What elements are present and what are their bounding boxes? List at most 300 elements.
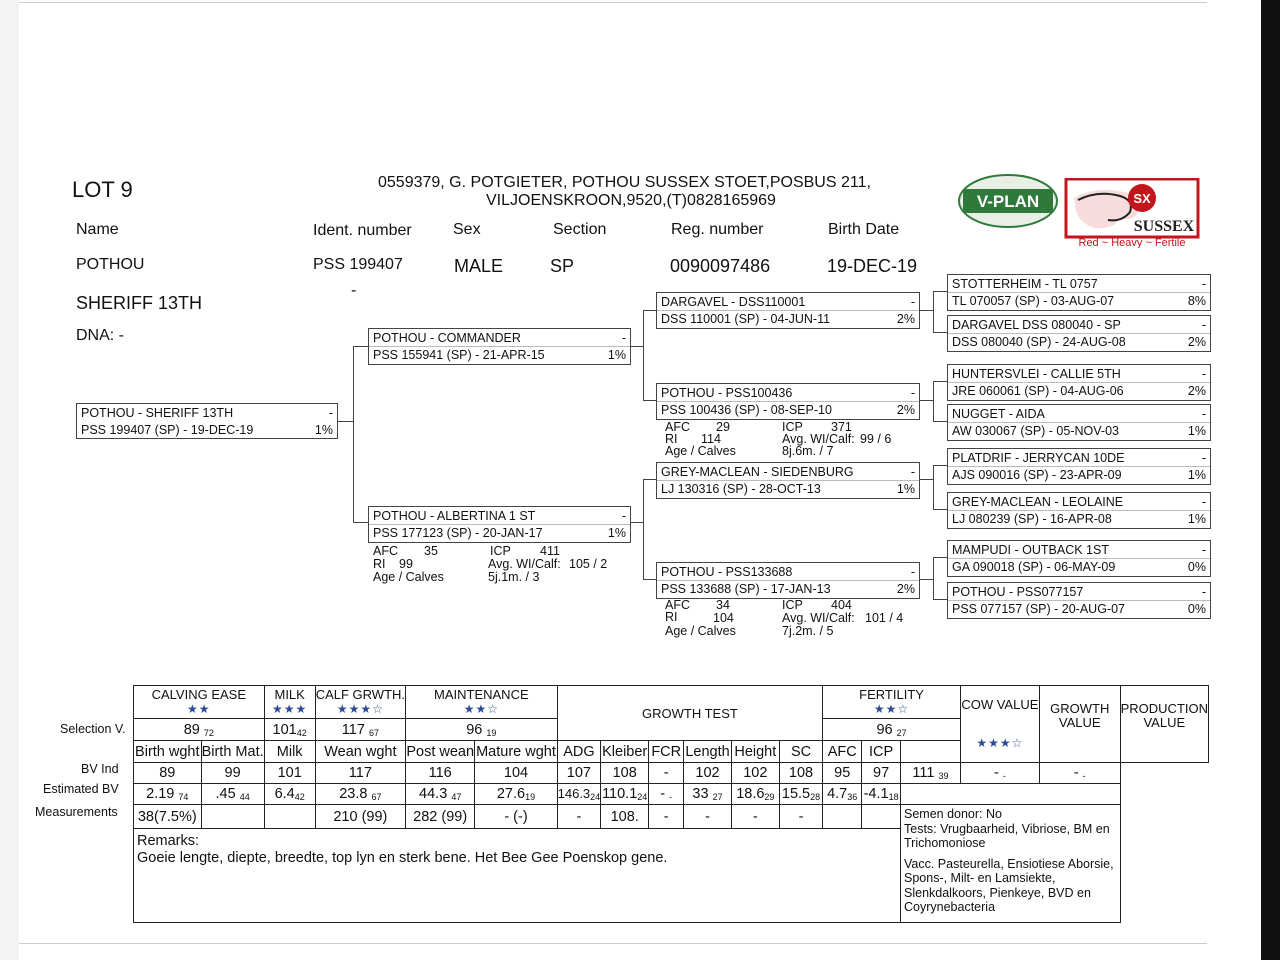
pedigree-box-sire-dam [656, 383, 920, 420]
pedigree-connector [933, 557, 934, 599]
bv-ind-cell: 99 [201, 763, 264, 784]
estimated-value: 27.6 [496, 786, 526, 802]
estimated-cell [862, 784, 901, 805]
afc-value: 35 [424, 544, 438, 558]
estimated-value: 33 [692, 786, 709, 802]
estimated-cell [779, 784, 822, 805]
animal-birth: 19-DEC-19 [827, 256, 918, 276]
pedigree-box-ggp [947, 404, 1211, 441]
svg-text:SX: SX [1133, 191, 1151, 206]
age-label: Age / Calves [665, 444, 736, 458]
group-growth-test: GROWTH TEST [557, 686, 823, 741]
bv-ind-cell: 102 [731, 763, 779, 784]
pedigree-name: GREY-MACLEAN - SIEDENBURG [661, 465, 854, 479]
age-label: Age / Calves [665, 624, 736, 638]
estimated-cell [406, 784, 475, 805]
bv-ind-row [134, 763, 1209, 784]
pedigree-mark: - [1201, 407, 1206, 421]
pedigree-reg: JRE 060061 (SP) - 04-AUG-06 [952, 384, 1124, 398]
star-rating-icon: ★★ [187, 702, 211, 717]
pedigree-connector [643, 579, 656, 580]
estimated-cell [731, 784, 779, 805]
cow-value-number: 111 [912, 765, 935, 781]
icp-label: ICP [782, 598, 803, 612]
selection-maintenance [406, 719, 558, 741]
dam-fertility-stats [373, 545, 633, 585]
pedigree-connector [933, 509, 947, 510]
measurement-cell: 38(7.5%) [134, 805, 202, 829]
animal-reg: 0090097486 [670, 256, 771, 276]
selection-milk [264, 719, 315, 741]
measurement-cell [823, 805, 862, 829]
breeder-address-line2: VILJOENSKROON,9520,(T)0828165969 [486, 192, 776, 209]
pedigree-mark: - [328, 406, 333, 420]
estimated-cell [134, 784, 202, 805]
estimated-cell [649, 784, 684, 805]
bv-ind-cell: 108 [779, 763, 822, 784]
ri-value: 114 [701, 432, 721, 446]
header-birth: Birth Date [828, 221, 900, 238]
pedigree-connector [643, 310, 644, 400]
pedigree-reg: DSS 110001 (SP) - 04-JUN-11 [661, 312, 831, 326]
group-label: VALUE [1058, 715, 1101, 730]
bv-ind-cell: 116 [406, 763, 475, 784]
selection-calf-growth [315, 719, 405, 741]
measurement-cell: - [557, 805, 601, 829]
pedigree-percent: 8% [1187, 294, 1206, 308]
remarks-text: Goeie lengte, diepte, breedte, top lyn en sterk bene. Het Bee Gee Poenskop gene. [137, 850, 668, 866]
group-label: MAINTENANCE [434, 687, 529, 703]
avg-label: Avg. WI/Calf: [488, 557, 561, 571]
pedigree-name: HUNTERSVLEI - CALLIE 5TH [952, 367, 1121, 381]
group-label: PRODUCTION [1120, 701, 1208, 716]
pedigree-connector [933, 291, 934, 332]
pedigree-connector [643, 479, 656, 480]
animal-dna: DNA: - [76, 327, 124, 344]
estimated-cell [823, 784, 862, 805]
animal-name-2: SHERIFF 13TH [76, 293, 203, 313]
group-label: COW VALUE [961, 697, 1039, 712]
svg-text:Red ~ Heavy ~ Fertile: Red ~ Heavy ~ Fertile [1078, 237, 1186, 248]
sire-dam-fertility-stats [665, 421, 925, 461]
measurement-cell [201, 805, 264, 829]
column-header: Milk [264, 741, 315, 763]
pedigree-connector [919, 479, 933, 480]
pedigree-reg: PSS 177123 (SP) - 20-JAN-17 [373, 526, 543, 540]
estimated-value: 110.1 [602, 786, 638, 802]
pedigree-connector [933, 599, 947, 600]
estimated-cell [201, 784, 264, 805]
group-milk [264, 686, 315, 719]
pedigree-connector [353, 522, 368, 523]
pedigree-reg: PSS 133688 (SP) - 17-JAN-13 [661, 582, 831, 596]
afc-label: AFC [665, 598, 690, 612]
column-header: Post wean [406, 741, 475, 763]
pedigree-box-ggp [947, 364, 1211, 401]
pedigree-reg: AJS 090016 (SP) - 23-APR-09 [952, 468, 1122, 482]
breeding-values-table [133, 685, 1209, 923]
pedigree-name: STOTTERHEIM - TL 0757 [952, 277, 1098, 291]
pedigree-reg: DSS 080040 (SP) - 24-AUG-08 [952, 335, 1126, 349]
growth-value-bv [960, 763, 1039, 784]
column-header: Height [731, 741, 779, 763]
estimated-accuracy: 27 [712, 792, 723, 802]
bv-ind-cell: 95 [823, 763, 862, 784]
measurement-cell: - [684, 805, 732, 829]
pedigree-mark: - [1201, 543, 1206, 557]
measurement-cell [264, 805, 315, 829]
pedigree-box-dam-dam [656, 562, 920, 599]
pedigree-percent: 0% [1187, 560, 1206, 574]
measurement-cell: - [779, 805, 822, 829]
pedigree-reg: LJ 130316 (SP) - 28-OCT-13 [661, 482, 821, 496]
group-calf-growth [315, 686, 405, 719]
bv-ind-cell: 97 [862, 763, 901, 784]
pedigree-percent: 0% [1187, 602, 1206, 616]
header-section: Section [553, 221, 607, 238]
pedigree-name: POTHOU - SHERIFF 13TH [81, 406, 234, 420]
bv-ind-cell: 102 [684, 763, 732, 784]
estimated-accuracy: 74 [178, 792, 189, 802]
growth-value-number: - [993, 765, 999, 781]
pedigree-reg: PSS 155941 (SP) - 21-APR-15 [373, 348, 545, 362]
pedigree-percent: 1% [896, 482, 915, 496]
group-label: CALF GRWTH. [315, 687, 406, 703]
row-label-selection: Selection V. [60, 722, 126, 736]
pedigree-connector [353, 346, 354, 522]
measurement-cell: - (-) [475, 805, 557, 829]
header-name: Name [76, 221, 119, 238]
estimated-cell [264, 784, 315, 805]
icp-value: 411 [540, 544, 560, 558]
pedigree-name: MAMPUDI - OUTBACK 1ST [952, 543, 1109, 557]
pedigree-mark: - [910, 465, 915, 479]
pedigree-mark: - [1201, 367, 1206, 381]
pedigree-box-ggp [947, 448, 1211, 485]
estimated-accuracy: 24 [590, 792, 601, 802]
afc-label: AFC [665, 420, 690, 434]
estimated-value: 18.6 [736, 786, 765, 802]
estimated-value: 44.3 [419, 786, 448, 802]
animal-section: SP [550, 256, 575, 276]
ri-label: RI [665, 432, 678, 446]
estimated-value: 6.4 [274, 786, 295, 802]
estimated-cell [684, 784, 732, 805]
vplan-logo [957, 173, 1059, 229]
star-rating-icon: ★★★ [272, 702, 308, 717]
estimated-bv-row [134, 784, 1209, 805]
animal-name: POTHOU [76, 256, 145, 273]
pedigree-box-sire-sire [656, 292, 920, 329]
pedigree-connector [643, 310, 656, 311]
selection-accuracy: 72 [203, 727, 214, 738]
age-value: 8j.6m. / 7 [782, 444, 834, 458]
bv-ind-cell: 108 [601, 763, 649, 784]
row-label-bv-ind: BV Ind [81, 762, 119, 776]
afc-value: 29 [716, 420, 730, 434]
estimated-cell [557, 784, 601, 805]
pedigree-percent: 2% [896, 582, 915, 596]
selection-accuracy: 19 [486, 727, 497, 738]
group-label: FERTILITY [859, 687, 924, 703]
estimated-value: -4.1 [863, 786, 889, 802]
estimated-accuracy: 29 [764, 792, 775, 802]
pedigree-mark: - [910, 565, 915, 579]
avg-label: Avg. WI/Calf: [782, 432, 855, 446]
group-label: VALUE [1143, 715, 1186, 730]
measurement-cell: - [731, 805, 779, 829]
pedigree-name: DARGAVEL DSS 080040 - SP [952, 318, 1121, 332]
animal-ident: PSS 199407 [313, 256, 403, 273]
pedigree-connector [643, 479, 644, 579]
estimated-cell [315, 784, 405, 805]
star-rating-icon: ★★★☆ [976, 736, 1024, 750]
pedigree-percent: 1% [1187, 512, 1206, 526]
selection-value: 117 [341, 721, 365, 738]
svg-text:SUSSEX: SUSSEX [1133, 218, 1195, 235]
pedigree-connector [933, 332, 947, 333]
estimated-accuracy: 19 [525, 792, 536, 802]
column-header: Length [684, 741, 732, 763]
selection-value: 96 [876, 721, 893, 738]
production-value-number: - [1073, 765, 1079, 781]
measurements-row [134, 805, 1209, 829]
pedigree-reg: PSS 100436 (SP) - 08-SEP-10 [661, 403, 832, 417]
group-production-value [1120, 686, 1208, 763]
growth-value-accuracy: - [1002, 771, 1006, 781]
bv-ind-cell: - [649, 763, 684, 784]
animal-sex: MALE [454, 256, 504, 276]
measurement-cell: 108. [601, 805, 649, 829]
pedigree-connector [630, 346, 643, 347]
production-value-bv [1039, 763, 1120, 784]
pedigree-percent: 1% [1187, 468, 1206, 482]
vaccinations: Vacc. Pasteurella, Ensiotiese Aborsie, Spons-, Milt- en Lamsiekte, Slenkdalkoors, Pienkeye, BVD en Coyrynebacteria [904, 856, 1114, 914]
health-notes [901, 805, 1121, 923]
pedigree-name: POTHOU - PSS100436 [661, 386, 793, 400]
estimated-accuracy: 18 [888, 792, 899, 802]
header-reg: Reg. number [671, 221, 764, 238]
pedigree-connector [933, 421, 947, 422]
estimated-accuracy: - [669, 792, 673, 802]
cow-value-accuracy: 39 [938, 771, 949, 781]
pedigree-name: PLATDRIF - JERRYCAN 10DE [952, 451, 1125, 465]
group-label: MILK [274, 687, 305, 703]
measurement-cell: 282 (99) [406, 805, 475, 829]
afc-value: 34 [716, 598, 730, 612]
ri-label: RI [373, 557, 386, 571]
bv-ind-cell: 107 [557, 763, 601, 784]
animal-ident-sub: - [351, 282, 357, 299]
pedigree-percent: 2% [896, 403, 915, 417]
pedigree-box-ggp [947, 274, 1211, 311]
avg-value: 101 / 4 [865, 611, 904, 625]
avg-label: Avg. WI/Calf: [782, 611, 855, 625]
group-fertility [823, 686, 961, 719]
measurement-cell: 210 (99) [315, 805, 405, 829]
ri-value: 99 [399, 557, 413, 571]
column-header: Birth wght [134, 741, 202, 763]
column-header: Mature wght [475, 741, 557, 763]
pedigree-reg: TL 070057 (SP) - 03-AUG-07 [952, 294, 1115, 308]
pedigree-connector [643, 400, 656, 401]
estimated-accuracy: 67 [371, 792, 382, 802]
column-header: ICP [862, 741, 901, 763]
star-rating-icon: ★★★☆ [336, 702, 384, 717]
estimated-accuracy: 42 [294, 792, 305, 802]
pedigree-name: GREY-MACLEAN - LEOLAINE [952, 495, 1124, 509]
breeder-address-line1: 0559379, G. POTGIETER, POTHOU SUSSEX STOET,POSBUS 211, [378, 174, 871, 191]
pedigree-box-sire [368, 328, 631, 365]
avg-value: 105 / 2 [569, 557, 608, 571]
pedigree-percent: 2% [896, 312, 915, 326]
pedigree-percent: 1% [1187, 424, 1206, 438]
pedigree-reg: LJ 080239 (SP) - 16-APR-08 [952, 512, 1112, 526]
star-rating-icon: ★★☆ [463, 702, 499, 717]
selection-accuracy: 67 [368, 727, 379, 738]
selection-accuracy: 27 [896, 727, 907, 738]
pedigree-box-ggp [947, 540, 1211, 577]
sussex-logo [1064, 178, 1200, 248]
bv-ind-cell: 89 [134, 763, 202, 784]
semen-donor: Semen donor: No [904, 807, 1002, 821]
ri-label: RI [665, 610, 678, 624]
lot-number: LOT 9 [72, 177, 133, 202]
pedigree-mark: - [1201, 495, 1206, 509]
pedigree-connector [933, 381, 947, 382]
selection-value: 96 [466, 721, 483, 738]
pedigree-connector [933, 291, 947, 292]
row-label-estimated: Estimated BV [43, 782, 119, 796]
ri-value: 104 [713, 611, 734, 625]
estimated-accuracy: 47 [451, 792, 462, 802]
selection-value: 89 [183, 721, 200, 738]
pedigree-reg: PSS 199407 (SP) - 19-DEC-19 [81, 423, 254, 437]
selection-value: 101 [272, 721, 297, 738]
pedigree-connector [933, 465, 934, 509]
estimated-accuracy: 36 [847, 792, 858, 802]
column-header: ADG [557, 741, 601, 763]
pedigree-name: POTHOU - PSS133688 [661, 565, 793, 579]
pedigree-box-ggp [947, 582, 1211, 619]
pedigree-percent: 1% [607, 348, 626, 362]
pedigree-mark: - [1201, 277, 1206, 291]
pedigree-name: POTHOU - COMMANDER [373, 331, 521, 345]
bv-ind-cell: 101 [264, 763, 315, 784]
pedigree-name: POTHOU - ALBERTINA 1 ST [373, 509, 536, 523]
production-value-accuracy: - [1082, 771, 1086, 781]
estimated-value: .45 [215, 786, 236, 802]
estimated-value: - [660, 786, 666, 802]
pedigree-mark: - [910, 386, 915, 400]
age-value: 7j.2m. / 5 [782, 624, 834, 638]
column-header: Wean wght [315, 741, 405, 763]
estimated-accuracy: 28 [810, 792, 821, 802]
pedigree-percent: 2% [1187, 384, 1206, 398]
estimated-cell [601, 784, 649, 805]
column-header: SC [779, 741, 822, 763]
star-rating-icon: ★★☆ [873, 702, 910, 717]
group-growth-value [1039, 686, 1120, 763]
pedigree-name: NUGGET - AIDA [952, 407, 1045, 421]
top-divider [19, 2, 1207, 3]
pedigree-name: DARGAVEL - DSS110001 [661, 295, 806, 309]
column-header: Birth Mat. [201, 741, 264, 763]
icp-value: 404 [831, 598, 852, 612]
column-header: AFC [823, 741, 862, 763]
pedigree-connector [933, 557, 947, 558]
row-label-measurements: Measurements [35, 805, 118, 819]
pedigree-connector [919, 579, 933, 580]
group-label: CALVING EASE [151, 687, 247, 703]
estimated-value: 15.5 [781, 786, 811, 802]
bv-ind-cell: 117 [315, 763, 405, 784]
bottom-divider [19, 943, 1207, 944]
estimated-accuracy: 44 [239, 792, 250, 802]
age-value: 5j.1m. / 3 [488, 570, 540, 584]
viewer-edge [1261, 0, 1280, 960]
pedigree-box-dam [368, 506, 631, 543]
measurement-cell: - [649, 805, 684, 829]
pedigree-mark: - [1201, 318, 1206, 332]
pedigree-mark: - [1201, 451, 1206, 465]
estimated-value: 146.3 [557, 786, 591, 801]
pedigree-connector [353, 346, 368, 347]
measurement-cell [862, 805, 901, 829]
pedigree-percent: 1% [314, 423, 333, 437]
tests: Tests: Vrugbaarheid, Vibriose, BM en Trichomoniose [904, 821, 1110, 850]
remarks-cell [134, 829, 901, 923]
estimated-value: 2.19 [146, 786, 175, 802]
icp-label: ICP [782, 420, 803, 434]
remarks-label: Remarks: [137, 833, 200, 849]
pedigree-mark: - [910, 295, 915, 309]
pedigree-box-dam-sire [656, 462, 920, 499]
pedigree-connector [630, 522, 643, 523]
cow-value-bv [901, 763, 961, 784]
column-header: Kleiber [601, 741, 649, 763]
icp-value: 371 [831, 420, 852, 434]
pedigree-box-ggp [947, 315, 1211, 352]
pedigree-name: POTHOU - PSS077157 [952, 585, 1084, 599]
pedigree-connector [933, 381, 934, 421]
afc-label: AFC [373, 544, 398, 558]
header-sex: Sex [453, 221, 481, 238]
pedigree-reg: AW 030067 (SP) - 05-NOV-03 [952, 424, 1119, 438]
selection-calving [134, 719, 265, 741]
selection-fertility [823, 719, 961, 741]
pedigree-connector [933, 465, 947, 466]
estimated-accuracy: 24 [637, 792, 648, 802]
group-maintenance [406, 686, 558, 719]
pedigree-percent: 2% [1187, 335, 1206, 349]
pedigree-percent: 1% [607, 526, 626, 540]
pedigree-connector [919, 310, 933, 311]
header-ident: Ident. number [313, 222, 412, 239]
pedigree-mark: - [621, 331, 626, 345]
pedigree-mark: - [621, 509, 626, 523]
pedigree-connector [337, 421, 353, 422]
empty-cell [901, 784, 1121, 805]
pedigree-box-ggp [947, 492, 1211, 529]
pedigree-connector [919, 400, 933, 401]
dam-dam-fertility-stats [665, 599, 925, 639]
column-header: FCR [649, 741, 684, 763]
catalogue-page [19, 0, 1261, 960]
group-label: GROWTH [1050, 701, 1110, 716]
bv-ind-cell: 104 [475, 763, 557, 784]
avg-value: 99 / 6 [860, 432, 892, 446]
